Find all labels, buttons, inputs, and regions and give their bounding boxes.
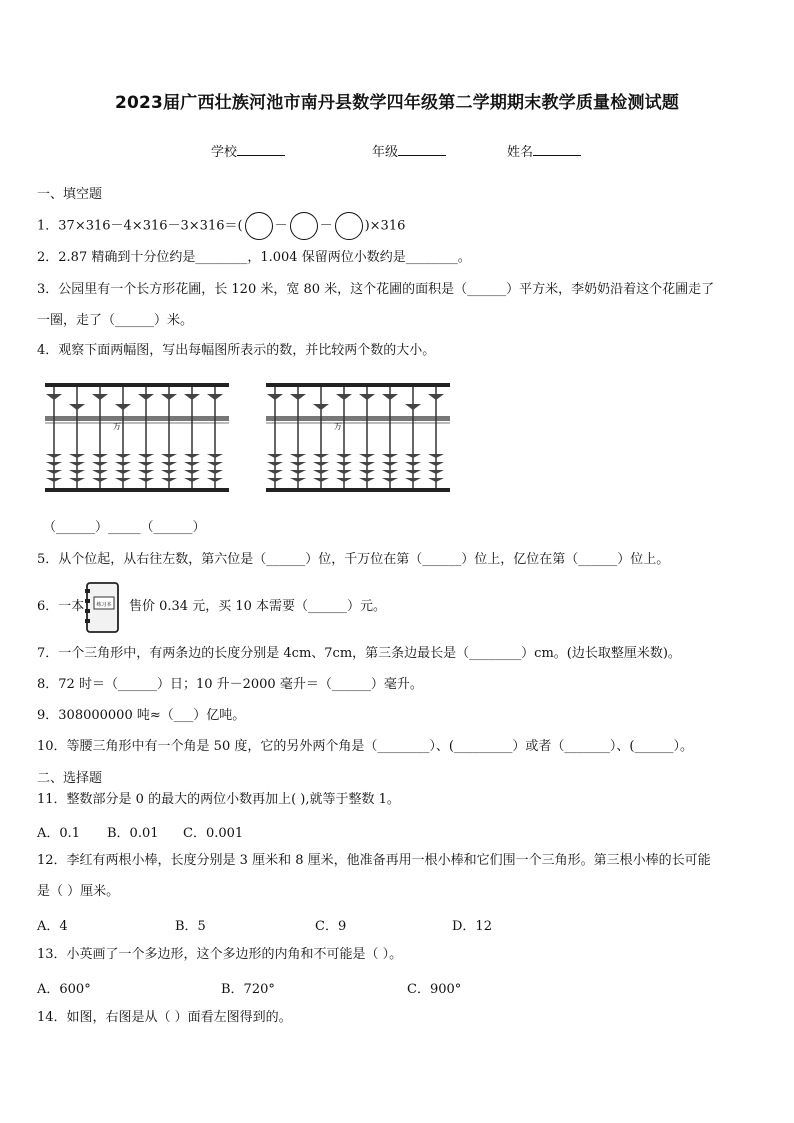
question-6-prefix: 6．一本 — [37, 599, 85, 614]
q11-option-a[interactable]: A．0.1 — [37, 826, 81, 841]
grade-field — [372, 141, 446, 160]
section-fill-blank: 一、填空题 — [37, 187, 103, 202]
q1-minus-2: － — [319, 218, 333, 234]
q12-option-d[interactable]: D．12 — [452, 919, 492, 934]
abacus-right — [263, 380, 453, 496]
question-13: 13．小英画了一个多边形，这个多边形的内角和不可能是（ ）。 — [37, 947, 403, 962]
abacus-left — [42, 380, 232, 496]
question-12-line-2: 是（ ）厘米。 — [37, 884, 120, 899]
question-4: 4．观察下面两幅图，写出每幅图所表示的数，并比较两个数的大小。 — [37, 343, 436, 358]
q1-text-b: )×316 — [364, 218, 406, 234]
name-field — [507, 141, 581, 160]
grade-blank[interactable] — [398, 143, 446, 156]
q13-option-a[interactable]: A．600° — [37, 982, 91, 997]
question-11: 11．整数部分是 0 的最大的两位小数再加上( ),就等于整数 1。 — [37, 792, 400, 807]
question-7: 7．一个三角形中，有两条边的长度分别是 4cm、7cm，第三条边最长是（________）cm。(边长取整厘米数)。 — [37, 646, 681, 661]
q1-number: 1． — [37, 218, 59, 234]
q1-circle-3[interactable] — [335, 212, 363, 240]
notebook-icon — [85, 581, 121, 635]
page-title: 2023届广西壮族河池市南丹县数学四年级第二学期期末教学质量检测试题 — [114, 93, 680, 113]
question-6: 售价 0.34 元，买 10 本需要（______）元。 — [129, 599, 387, 614]
question-5: 5．从个位起，从右往左数，第六位是（______）位，千万位在第（______）位上，亿位在第（______）位上。 — [37, 552, 670, 567]
question-2: 2．2.87 精确到十分位约是________，1.004 保留两位小数约是________。 — [37, 250, 471, 265]
q1-text-a: 37×316－4×316－3×316＝( — [58, 218, 243, 234]
question-4-answer[interactable]: （______）_____（______） — [43, 520, 206, 535]
question-3-line-1: 3．公园里有一个长方形花圃，长 120 米，宽 80 米，这个花圃的面积是（______）平方米，李奶奶沿着这个花圃走了 — [37, 282, 715, 297]
question-9: 9．308000000 吨≈（___）亿吨。 — [37, 708, 246, 723]
q1-circle-2[interactable] — [290, 212, 318, 240]
q11-option-c[interactable]: C．0.001 — [183, 826, 244, 841]
q1-circle-1[interactable] — [245, 212, 273, 240]
school-blank[interactable] — [237, 143, 285, 156]
school-label: 学校 — [211, 145, 238, 160]
q11-option-b[interactable]: B．0.01 — [107, 826, 159, 841]
question-3-line-2: 一圈，走了（______）米。 — [37, 313, 194, 328]
notebook-label: 练习本 — [96, 602, 112, 608]
abacus-right-label: 万 — [334, 422, 342, 431]
question-8: 8．72 时＝（______）日；10 升－2000 毫升＝（______）毫升。 — [37, 677, 423, 692]
q13-option-b[interactable]: B．720° — [221, 982, 275, 997]
q1-minus-1: － — [274, 218, 288, 234]
q12-option-c[interactable]: C．9 — [315, 919, 347, 934]
q13-option-c[interactable]: C．900° — [407, 982, 462, 997]
question-1 — [37, 212, 405, 240]
question-12-line-1: 12．李红有两根小棒，长度分别是 3 厘米和 8 厘米，他准备再用一根小棒和它们围一个三角形。第三根小棒的长可能 — [37, 853, 711, 868]
grade-label: 年级 — [372, 145, 399, 160]
q12-option-b[interactable]: B．5 — [175, 919, 206, 934]
question-10: 10．等腰三角形中有一个角是 50 度，它的另外两个角是（________）、(_________）或者（_______）、(______）。 — [37, 739, 693, 754]
school-field — [211, 141, 285, 160]
question-14: 14．如图，右图是从（ ）面看左图得到的。 — [37, 1010, 292, 1025]
name-blank[interactable] — [533, 143, 581, 156]
name-label: 姓名 — [507, 145, 534, 160]
section-choice: 二、选择题 — [37, 771, 103, 786]
abacus-left-label: 万 — [113, 422, 121, 431]
q12-option-a[interactable]: A．4 — [37, 919, 68, 934]
